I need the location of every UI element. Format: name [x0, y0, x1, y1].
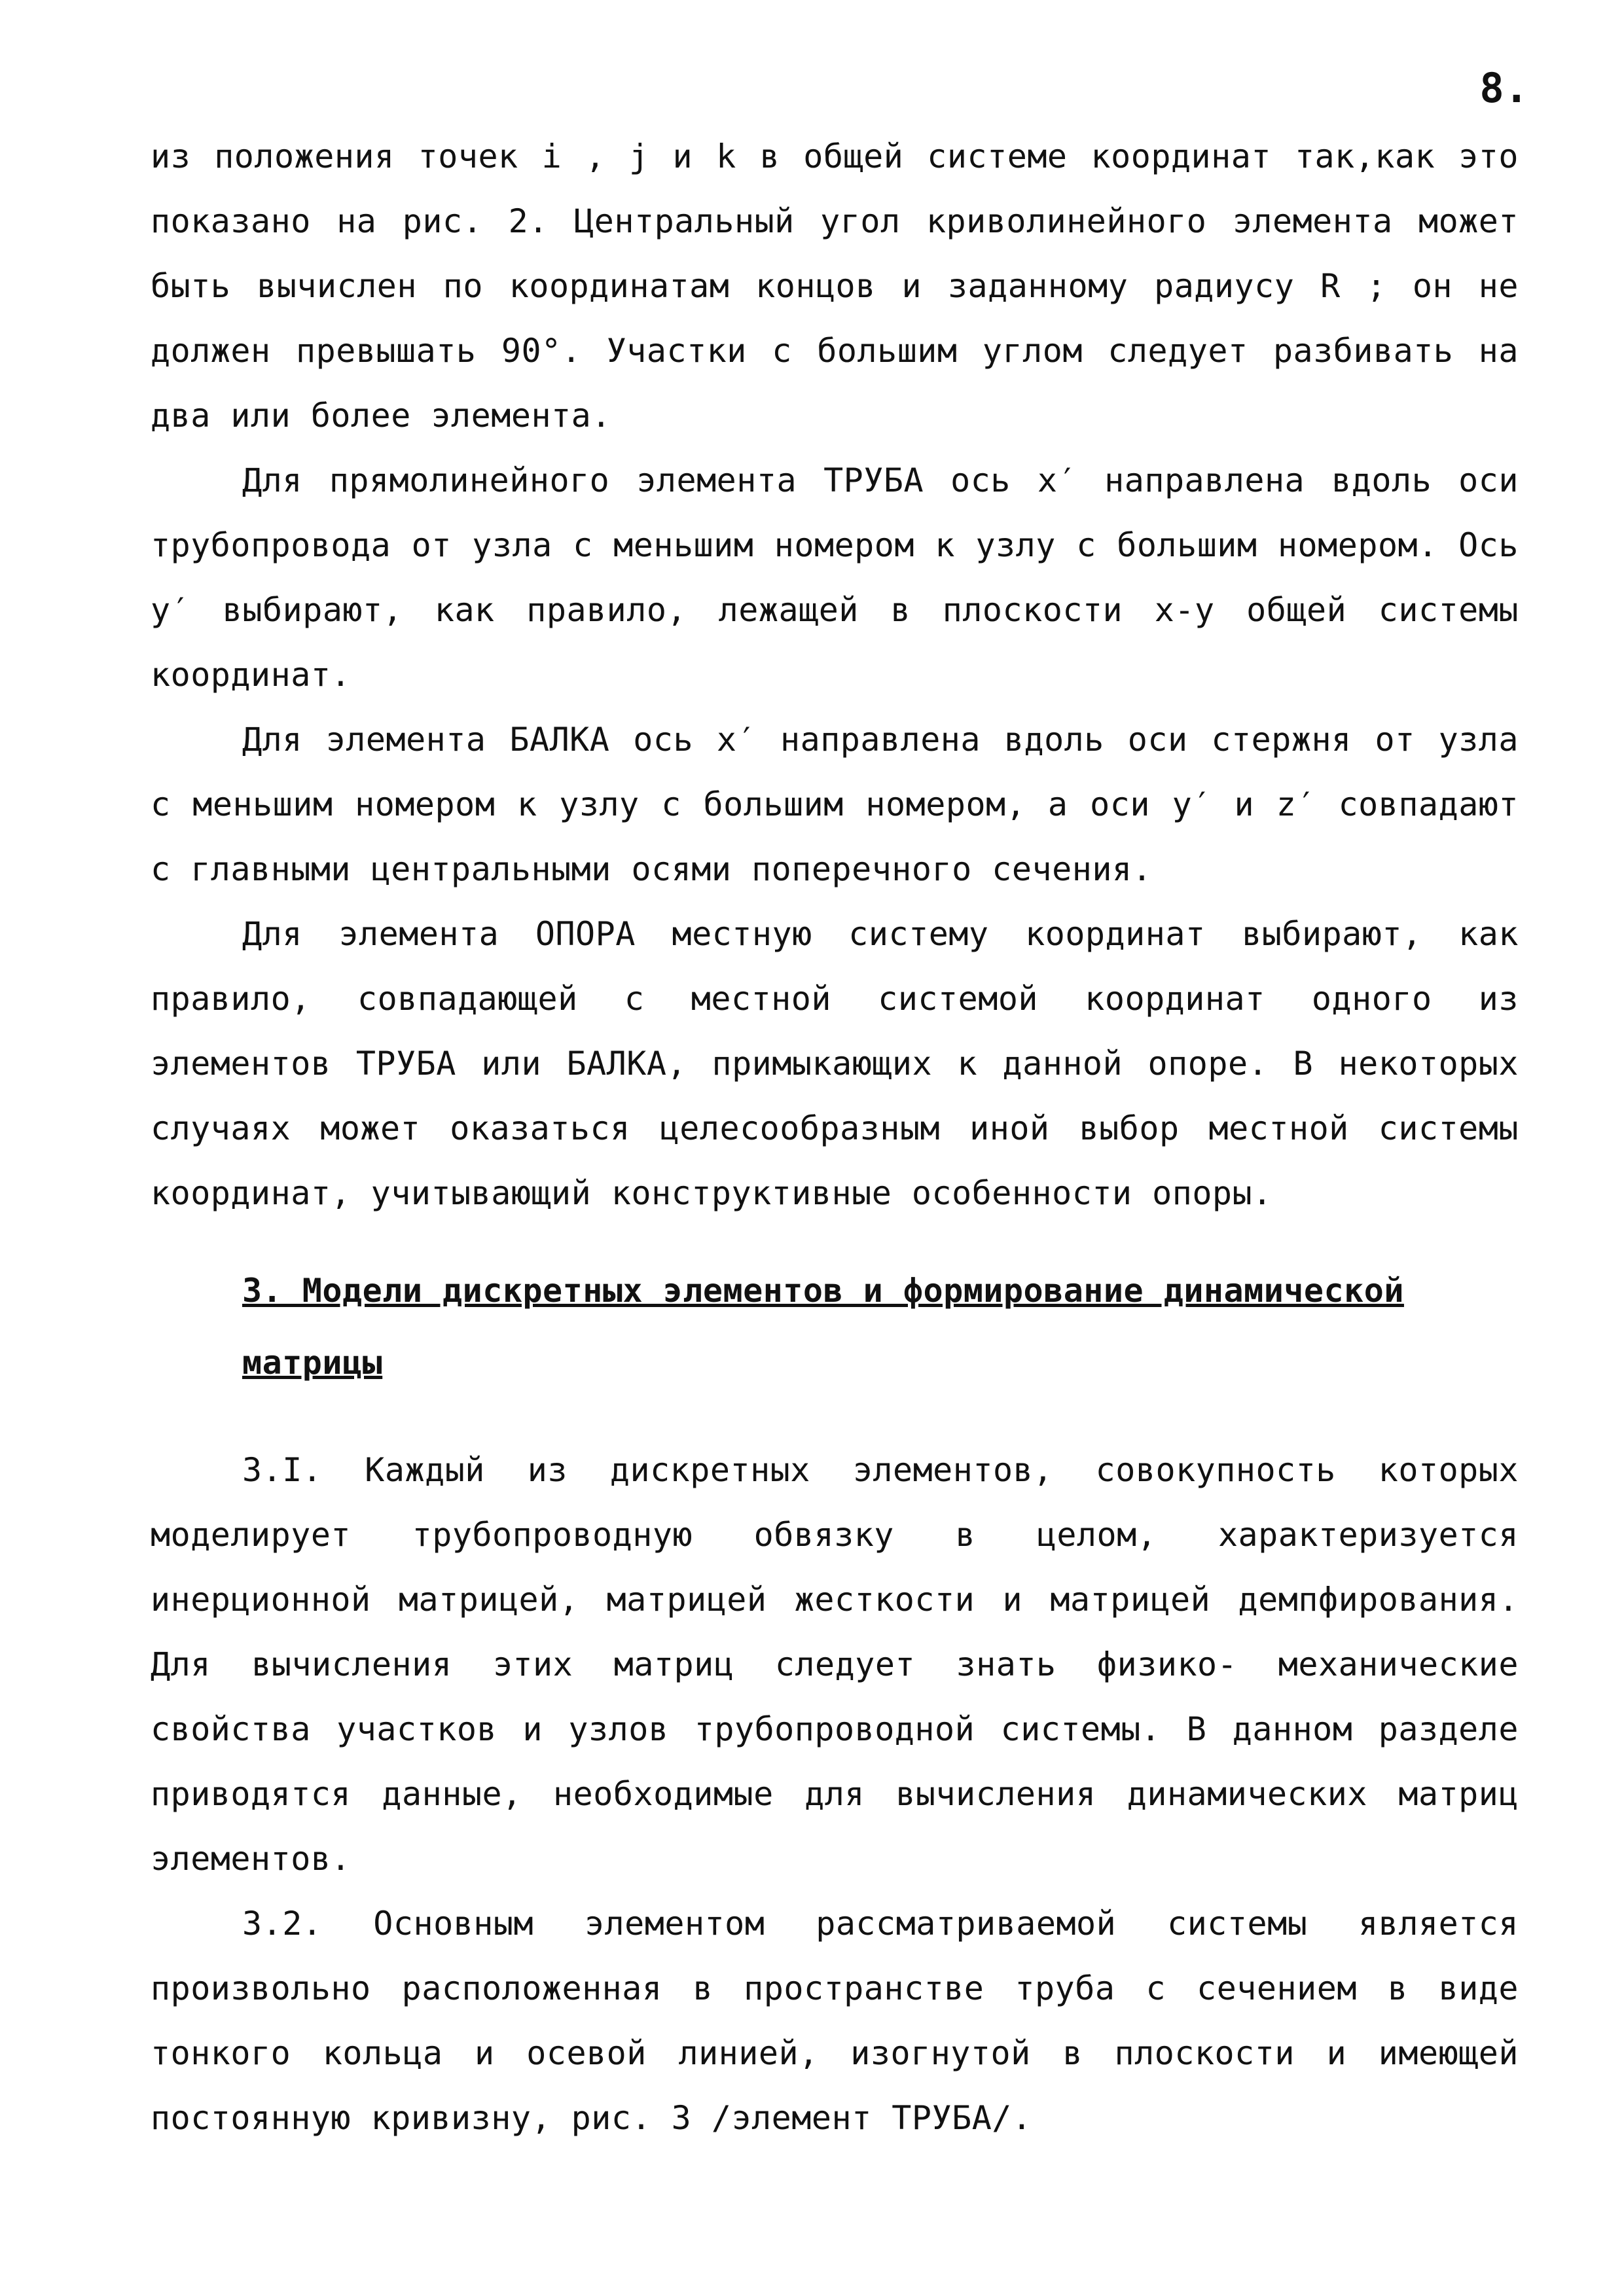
paragraph-4: Для элемента ОПОРА местную систему координат выбирают, как правило, совпадающей с местной системой координат одного из элементов ТРУБА или БАЛКА, примыкающих к данной опоре. В некоторых случаях может оказаться целесообразным иной выбор местной системы координат, учитывающий конструктивные особенности опоры.: [151, 915, 1519, 1212]
paragraph-1: из положения точек i , j и k в общей системе координат так,как это показано на рис. 2. Центральный угол криволинейного элемента может быть вычислен по координатам концов и заданному радиусу R ; он не должен превышать 90°. Участки с большим углом следует разбивать на два или более элемента.: [151, 137, 1519, 435]
subsection-3-1: 3.I. Каждый из дискретных элементов, совокупность которых моделирует трубопроводную обвязку в целом, характеризуется инерционной матрицей, матрицей жесткости и матрицей демпфирования. Для вычисления этих матриц следует знать физико- механические свойства участков и узлов трубопроводной системы. В данном разделе приводятся данные, необходимые для вычисления динамических матриц элементов.: [151, 1451, 1519, 1878]
section-heading: 3. Модели дискретных элементов и формирование динамической матрицы: [242, 1272, 1404, 1382]
paragraph-3: Для элемента БАЛКА ось x′ направлена вдоль оси стержня от узла с меньшим номером к узлу с большим номером, а оси y′ и z′ совпадают с главными центральными осями поперечного сечения.: [151, 721, 1519, 888]
subsection-3-2: 3.2. Основным элементом рассматриваемой системы является произвольно расположенная в пространстве труба с сечением в виде тонкого кольца и осевой линией, изогнутой в плоскости и имеющей постоянную кривизну, рис. 3 /элемент ТРУБА/.: [151, 1905, 1519, 2137]
paragraph-2: Для прямолинейного элемента ТРУБА ось x′ направлена вдоль оси трубопровода от узла с меньшим номером к узлу с большим номером. Ось y′ выбирают, как правило, лежащей в плоскости x-y общей системы координат.: [151, 461, 1519, 694]
page-number: 8.: [1479, 64, 1529, 112]
body-text: [151, 124, 1519, 2151]
